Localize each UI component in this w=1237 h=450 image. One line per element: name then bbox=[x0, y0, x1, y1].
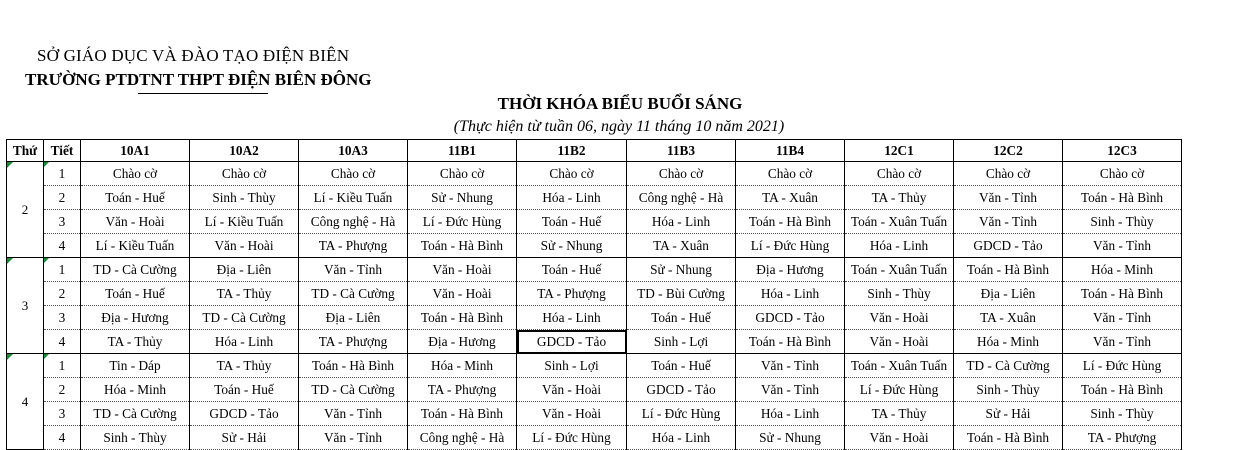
col-header-class[interactable]: 12C3 bbox=[1063, 140, 1182, 162]
period-cell[interactable]: 1 bbox=[44, 258, 81, 282]
period-cell[interactable]: 1 bbox=[44, 354, 81, 378]
lesson-cell[interactable]: Địa - Liên bbox=[299, 306, 408, 330]
lesson-cell[interactable]: GDCD - Tảo bbox=[736, 306, 845, 330]
table-row bbox=[7, 258, 1182, 282]
lesson-cell[interactable]: Sử - Hải bbox=[954, 402, 1063, 426]
lesson-cell[interactable]: Địa - Liên bbox=[954, 282, 1063, 306]
lesson-cell[interactable]: Chào cờ bbox=[954, 162, 1063, 186]
table-row bbox=[7, 162, 1182, 186]
lesson-cell[interactable]: Toán - Hà Bình bbox=[408, 306, 517, 330]
lesson-cell[interactable]: Văn - Tỉnh bbox=[1063, 306, 1182, 330]
lesson-cell[interactable]: Sinh - Thùy bbox=[845, 282, 954, 306]
lesson-cell[interactable]: Lí - Kiều Tuấn bbox=[81, 234, 190, 258]
lesson-cell[interactable]: TA - Phượng bbox=[299, 234, 408, 258]
period-cell[interactable]: 2 bbox=[44, 186, 81, 210]
period-cell[interactable]: 4 bbox=[44, 234, 81, 258]
table-row bbox=[7, 426, 1182, 450]
lesson-cell[interactable]: Sinh - Thùy bbox=[1063, 402, 1182, 426]
lesson-cell[interactable]: Toán - Huế bbox=[81, 186, 190, 210]
col-header-class[interactable]: 11B4 bbox=[736, 140, 845, 162]
col-header-class[interactable]: 12C2 bbox=[954, 140, 1063, 162]
lesson-cell[interactable]: TA - Thủy bbox=[845, 186, 954, 210]
day-cell[interactable]: 4 bbox=[7, 354, 44, 450]
lesson-cell[interactable]: Chào cờ bbox=[408, 162, 517, 186]
lesson-cell[interactable]: Toán - Xuân Tuấn bbox=[845, 354, 954, 378]
lesson-cell[interactable]: Văn - Tỉnh bbox=[1063, 330, 1182, 354]
lesson-cell[interactable]: Toán - Hà Bình bbox=[736, 210, 845, 234]
lesson-cell[interactable]: Toán - Hà Bình bbox=[1063, 282, 1182, 306]
lesson-cell[interactable]: Địa - Liên bbox=[190, 258, 299, 282]
lesson-cell[interactable]: Chào cờ bbox=[81, 162, 190, 186]
lesson-cell[interactable]: Văn - Hoài bbox=[845, 330, 954, 354]
period-cell[interactable]: 1 bbox=[44, 162, 81, 186]
lesson-cell[interactable]: Hóa - Linh bbox=[190, 330, 299, 354]
lesson-cell[interactable]: TA - Phượng bbox=[517, 282, 627, 306]
table-row bbox=[7, 210, 1182, 234]
lesson-cell[interactable]: Sinh - Thùy bbox=[1063, 210, 1182, 234]
lesson-cell[interactable]: GDCD - Tảo bbox=[954, 234, 1063, 258]
lesson-cell[interactable]: Sử - Nhung bbox=[627, 258, 736, 282]
lesson-cell[interactable]: Toán - Huế bbox=[517, 210, 627, 234]
lesson-cell[interactable]: Văn - Tỉnh bbox=[954, 186, 1063, 210]
lesson-cell[interactable]: Lí - Kiều Tuấn bbox=[299, 186, 408, 210]
lesson-cell[interactable]: TA - Thủy bbox=[845, 402, 954, 426]
lesson-cell[interactable]: Hóa - Linh bbox=[627, 426, 736, 450]
lesson-cell[interactable]: Lí - Đức Hùng bbox=[736, 234, 845, 258]
lesson-cell[interactable]: TA - Phượng bbox=[299, 330, 408, 354]
lesson-cell[interactable]: Văn - Hoài bbox=[408, 258, 517, 282]
lesson-cell[interactable]: Văn - Hoài bbox=[517, 378, 627, 402]
table-row bbox=[7, 354, 1182, 378]
lesson-cell[interactable]: Toán - Hà Bình bbox=[736, 330, 845, 354]
col-header-class[interactable]: 11B3 bbox=[627, 140, 736, 162]
col-header-class[interactable]: 10A2 bbox=[190, 140, 299, 162]
lesson-cell[interactable]: Văn - Tỉnh bbox=[954, 210, 1063, 234]
lesson-cell[interactable]: Sử - Hải bbox=[190, 426, 299, 450]
period-cell[interactable]: 3 bbox=[44, 306, 81, 330]
lesson-cell[interactable]: TD - Cà Cường bbox=[299, 282, 408, 306]
lesson-cell[interactable]: Toán - Xuân Tuấn bbox=[845, 210, 954, 234]
lesson-cell[interactable]: TA - Xuân bbox=[627, 234, 736, 258]
lesson-cell[interactable]: Công nghệ - Hà bbox=[627, 186, 736, 210]
lesson-cell[interactable]: Tin - Dáp bbox=[81, 354, 190, 378]
col-header-class[interactable]: 12C1 bbox=[845, 140, 954, 162]
lesson-cell[interactable]: Văn - Tỉnh bbox=[1063, 234, 1182, 258]
lesson-cell[interactable]: Lí - Đức Hùng bbox=[517, 426, 627, 450]
lesson-cell[interactable]: Toán - Hà Bình bbox=[954, 426, 1063, 450]
table-row bbox=[7, 282, 1182, 306]
lesson-cell[interactable]: Sinh - Lợi bbox=[517, 354, 627, 378]
lesson-cell[interactable]: Hóa - Linh bbox=[627, 210, 736, 234]
day-cell[interactable]: 3 bbox=[7, 258, 44, 354]
page-title bbox=[0, 94, 1237, 114]
lesson-cell[interactable]: Địa - Hương bbox=[81, 306, 190, 330]
lesson-cell[interactable]: Lí - Kiều Tuấn bbox=[190, 210, 299, 234]
lesson-cell[interactable]: Hóa - Linh bbox=[517, 186, 627, 210]
period-cell[interactable]: 2 bbox=[44, 378, 81, 402]
lesson-cell[interactable]: Sinh - Thùy bbox=[190, 186, 299, 210]
lesson-cell[interactable]: Hóa - Linh bbox=[736, 402, 845, 426]
page-title-text: THỜI KHÓA BIỂU BUỔI SÁNG bbox=[497, 94, 743, 113]
lesson-cell[interactable]: Văn - Hoài bbox=[845, 306, 954, 330]
lesson-cell[interactable]: Chào cờ bbox=[845, 162, 954, 186]
lesson-cell[interactable]: Toán - Hà Bình bbox=[299, 354, 408, 378]
lesson-cell[interactable]: Địa - Hương bbox=[408, 330, 517, 354]
lesson-cell[interactable]: TD - Cà Cường bbox=[81, 402, 190, 426]
lesson-cell[interactable]: TD - Cà Cường bbox=[299, 378, 408, 402]
lesson-cell[interactable]: TA - Phượng bbox=[408, 378, 517, 402]
lesson-cell[interactable]: Toán - Huế bbox=[517, 258, 627, 282]
lesson-cell[interactable]: TD - Cà Cường bbox=[954, 354, 1063, 378]
lesson-cell[interactable]: TA - Phượng bbox=[1063, 426, 1182, 450]
lesson-cell[interactable]: Chào cờ bbox=[517, 162, 627, 186]
lesson-cell[interactable]: TD - Bùi Cường bbox=[627, 282, 736, 306]
col-header-class[interactable]: 11B2 bbox=[517, 140, 627, 162]
lesson-cell[interactable]: Hóa - Minh bbox=[408, 354, 517, 378]
table-row bbox=[7, 378, 1182, 402]
lesson-cell[interactable]: Hóa - Linh bbox=[845, 234, 954, 258]
lesson-cell[interactable]: TD - Cà Cường bbox=[190, 306, 299, 330]
lesson-cell[interactable]: Toán - Huế bbox=[190, 378, 299, 402]
timetable bbox=[6, 139, 1182, 450]
timetable-body bbox=[7, 162, 1182, 450]
lesson-cell[interactable]: Toán - Hà Bình bbox=[408, 402, 517, 426]
lesson-cell[interactable]: Chào cờ bbox=[190, 162, 299, 186]
period-cell[interactable]: 3 bbox=[44, 402, 81, 426]
lesson-cell[interactable]: Hóa - Minh bbox=[1063, 258, 1182, 282]
lesson-cell[interactable]: Toán - Hà Bình bbox=[954, 258, 1063, 282]
page-subtitle: (Thực hiện từ tuần 06, ngày 11 tháng 10 năm 2021) bbox=[453, 118, 785, 135]
header-row bbox=[7, 140, 1182, 162]
lesson-cell[interactable]: Toán - Hà Bình bbox=[1063, 186, 1182, 210]
lesson-cell[interactable]: Toán - Hà Bình bbox=[1063, 378, 1182, 402]
lesson-cell[interactable]: Toán - Huế bbox=[627, 354, 736, 378]
lesson-cell[interactable]: Chào cờ bbox=[299, 162, 408, 186]
table-row bbox=[7, 186, 1182, 210]
table-row bbox=[7, 402, 1182, 426]
lesson-cell[interactable]: Hóa - Minh bbox=[81, 378, 190, 402]
lesson-cell[interactable]: TA - Thủy bbox=[190, 282, 299, 306]
lesson-cell[interactable]: Văn - Hoài bbox=[408, 282, 517, 306]
lesson-cell[interactable]: Sinh - Thùy bbox=[81, 426, 190, 450]
table-row bbox=[7, 234, 1182, 258]
lesson-cell[interactable]: TD - Cà Cường bbox=[81, 258, 190, 282]
lesson-cell[interactable]: Toán - Hà Bình bbox=[408, 234, 517, 258]
lesson-cell[interactable]: Văn - Hoài bbox=[190, 234, 299, 258]
lesson-cell[interactable]: Sử - Nhung bbox=[408, 186, 517, 210]
lesson-cell[interactable]: Toán - Huế bbox=[81, 282, 190, 306]
lesson-cell[interactable]: Sử - Nhung bbox=[736, 426, 845, 450]
lesson-cell[interactable]: Hóa - Linh bbox=[517, 306, 627, 330]
period-cell[interactable]: 2 bbox=[44, 282, 81, 306]
lesson-cell[interactable]: Lí - Đức Hùng bbox=[1063, 354, 1182, 378]
school-name: TRƯỜNG PTDTNT THPT ĐIỆN BIÊN ĐÔNG bbox=[25, 70, 372, 89]
lesson-cell[interactable]: Lí - Đức Hùng bbox=[627, 402, 736, 426]
period-cell[interactable]: 3 bbox=[44, 210, 81, 234]
lesson-cell[interactable]: TA - Xuân bbox=[736, 186, 845, 210]
lesson-cell[interactable]: Công nghệ - Hà bbox=[299, 210, 408, 234]
lesson-cell[interactable]: TA - Thủy bbox=[81, 330, 190, 354]
lesson-cell[interactable]: TA - Thủy bbox=[190, 354, 299, 378]
col-header-class[interactable]: 11B1 bbox=[408, 140, 517, 162]
lesson-cell[interactable]: Hóa - Linh bbox=[736, 282, 845, 306]
period-cell[interactable]: 4 bbox=[44, 330, 81, 354]
lesson-cell[interactable]: Hóa - Minh bbox=[954, 330, 1063, 354]
lesson-cell[interactable]: Văn - Hoài bbox=[81, 210, 190, 234]
lesson-cell[interactable]: GDCD - Tảo bbox=[190, 402, 299, 426]
lesson-cell[interactable]: Văn - Tỉnh bbox=[736, 354, 845, 378]
lesson-cell[interactable]: Sinh - Lợi bbox=[627, 330, 736, 354]
col-header-class[interactable]: 10A1 bbox=[81, 140, 190, 162]
lesson-cell[interactable]: GDCD - Tảo bbox=[517, 330, 627, 354]
lesson-cell[interactable]: Chào cờ bbox=[1063, 162, 1182, 186]
lesson-cell[interactable]: Sử - Nhung bbox=[517, 234, 627, 258]
lesson-cell[interactable]: Văn - Tỉnh bbox=[736, 378, 845, 402]
lesson-cell[interactable]: Văn - Hoài bbox=[517, 402, 627, 426]
period-cell[interactable]: 4 bbox=[44, 426, 81, 450]
lesson-cell[interactable]: GDCD - Tảo bbox=[627, 378, 736, 402]
lesson-cell[interactable]: TA - Xuân bbox=[954, 306, 1063, 330]
day-cell[interactable]: 2 bbox=[7, 162, 44, 258]
lesson-cell[interactable]: Công nghệ - Hà bbox=[408, 426, 517, 450]
lesson-cell[interactable]: Lí - Đức Hùng bbox=[408, 210, 517, 234]
table-row bbox=[7, 330, 1182, 354]
col-header-day[interactable]: Thứ bbox=[7, 140, 44, 162]
lesson-cell[interactable]: Địa - Hương bbox=[736, 258, 845, 282]
department-name: SỞ GIÁO DỤC VÀ ĐÀO TẠO ĐIỆN BIÊN bbox=[37, 46, 350, 65]
lesson-cell[interactable]: Toán - Xuân Tuấn bbox=[845, 258, 954, 282]
lesson-cell[interactable]: Văn - Hoài bbox=[845, 426, 954, 450]
col-header-class[interactable]: 10A3 bbox=[299, 140, 408, 162]
col-header-period[interactable]: Tiết bbox=[44, 140, 81, 162]
lesson-cell[interactable]: Văn - Tỉnh bbox=[299, 402, 408, 426]
lesson-cell[interactable]: Chào cờ bbox=[736, 162, 845, 186]
table-row bbox=[7, 306, 1182, 330]
lesson-cell[interactable]: Lí - Đức Hùng bbox=[845, 378, 954, 402]
lesson-cell[interactable]: Văn - Tỉnh bbox=[299, 426, 408, 450]
lesson-cell[interactable]: Toán - Huế bbox=[627, 306, 736, 330]
lesson-cell[interactable]: Văn - Tỉnh bbox=[299, 258, 408, 282]
lesson-cell[interactable]: Sinh - Thùy bbox=[954, 378, 1063, 402]
lesson-cell[interactable]: Chào cờ bbox=[627, 162, 736, 186]
